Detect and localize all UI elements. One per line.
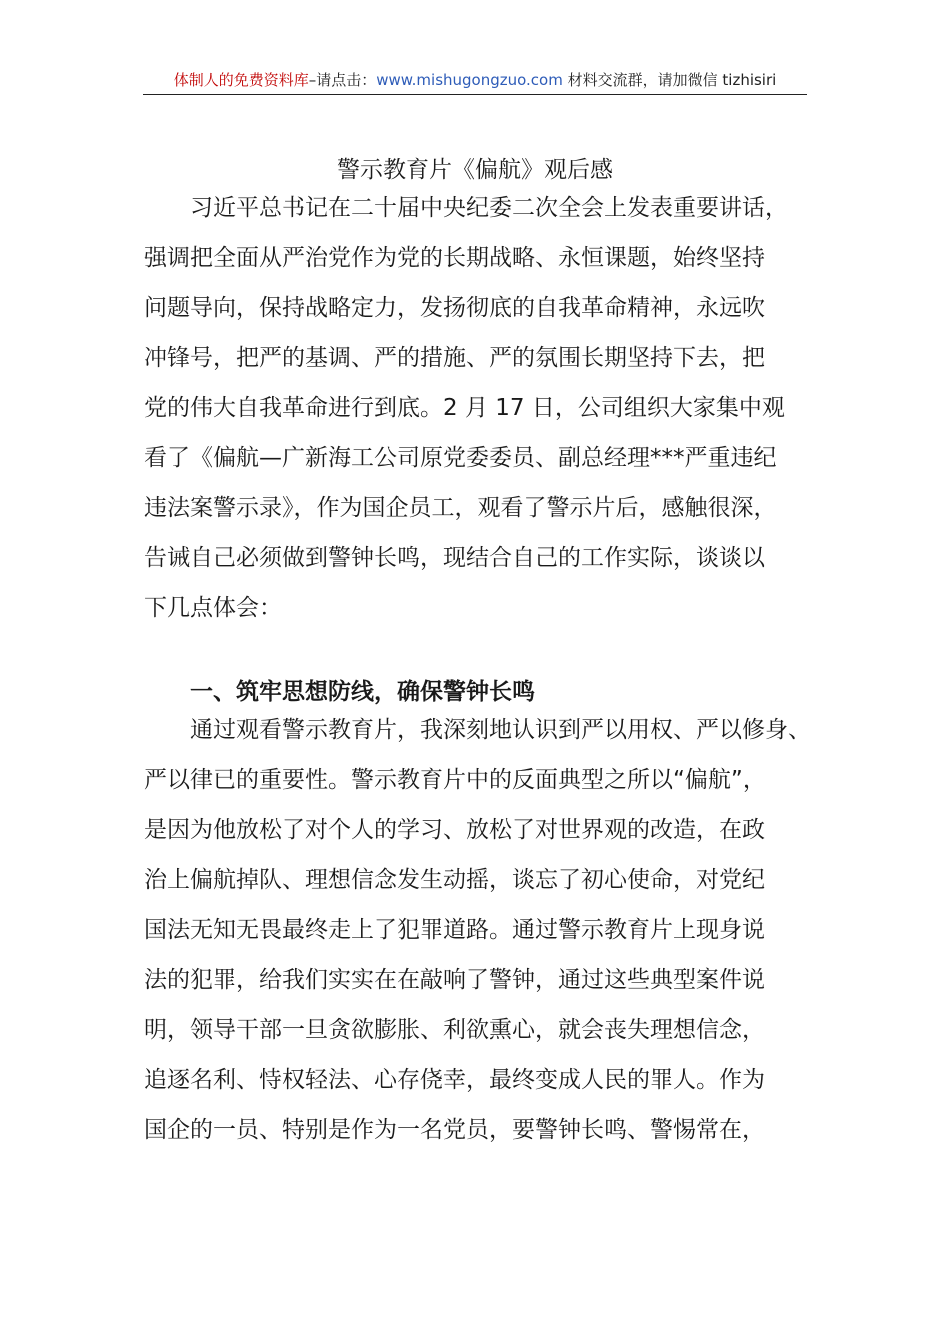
header-url-link[interactable]: www.mishugongzuo.com xyxy=(376,71,563,89)
paragraph-section-1 xyxy=(144,705,812,1155)
paragraph-line: 追逐名利、恃权轻法、心存侥幸，最终变成人民的罪人。作为 xyxy=(144,1067,765,1093)
paragraph-intro xyxy=(144,183,812,633)
paragraph-line: 下几点体会： xyxy=(144,595,282,621)
header-click-text: –请点击： xyxy=(308,71,377,89)
header-brand: 体制人的免费资料库 xyxy=(173,71,309,89)
paragraph-line: 严以律已的重要性。警示教育片中的反面典型之所以“偏航”， xyxy=(144,767,766,793)
section-heading-1: 一、筑牢思想防线，确保警钟长鸣 xyxy=(190,679,535,705)
paragraph-line: 国法无知无畏最终走上了犯罪道路。通过警示教育片上现身说 xyxy=(144,917,765,943)
paragraph-line: 冲锋号，把严的基调、严的措施、严的氛围长期坚持下去，把 xyxy=(144,345,765,371)
paragraph-line: 告诫自己必须做到警钟长鸣，现结合自己的工作实际，谈谈以 xyxy=(144,545,765,571)
header-group-text: 材料交流群，请加微信 tizhisiri xyxy=(562,71,777,89)
paragraph-line: 习近平总书记在二十届中央纪委二次全会上发表重要讲话， xyxy=(190,195,788,221)
paragraph-line: 法的犯罪，给我们实实在在敲响了警钟，通过这些典型案件说 xyxy=(144,967,765,993)
document-title: 警示教育片《偏航》观后感 xyxy=(337,157,613,183)
paragraph-line: 通过观看警示教育片，我深刻地认识到严以用权、严以修身、 xyxy=(190,717,811,743)
paragraph-line: 强调把全面从严治党作为党的长期战略、永恒课题，始终坚持 xyxy=(144,245,765,271)
paragraph-line: 问题导向，保持战略定力，发扬彻底的自我革命精神，永远吹 xyxy=(144,295,765,321)
paragraph-line: 违法案警示录》，作为国企员工，观看了警示片后，感触很深， xyxy=(144,495,777,521)
page-header xyxy=(143,66,807,95)
paragraph-line: 明，领导干部一旦贪欲膨胀、利欲熏心，就会丧失理想信念， xyxy=(144,1017,765,1043)
paragraph-line: 国企的一员、特别是作为一名党员，要警钟长鸣、警惕常在， xyxy=(144,1117,765,1143)
paragraph-line: 看了《偏航—广新海工公司原党委委员、副总经理***严重违纪 xyxy=(144,445,777,471)
paragraph-line: 是因为他放松了对个人的学习、放松了对世界观的改造，在政 xyxy=(144,817,765,843)
paragraph-line: 治上偏航掉队、理想信念发生动摇，谈忘了初心使命，对党纪 xyxy=(144,867,765,893)
paragraph-line: 党的伟大自我革命进行到底。2 月 17 日，公司组织大家集中观 xyxy=(144,395,785,421)
